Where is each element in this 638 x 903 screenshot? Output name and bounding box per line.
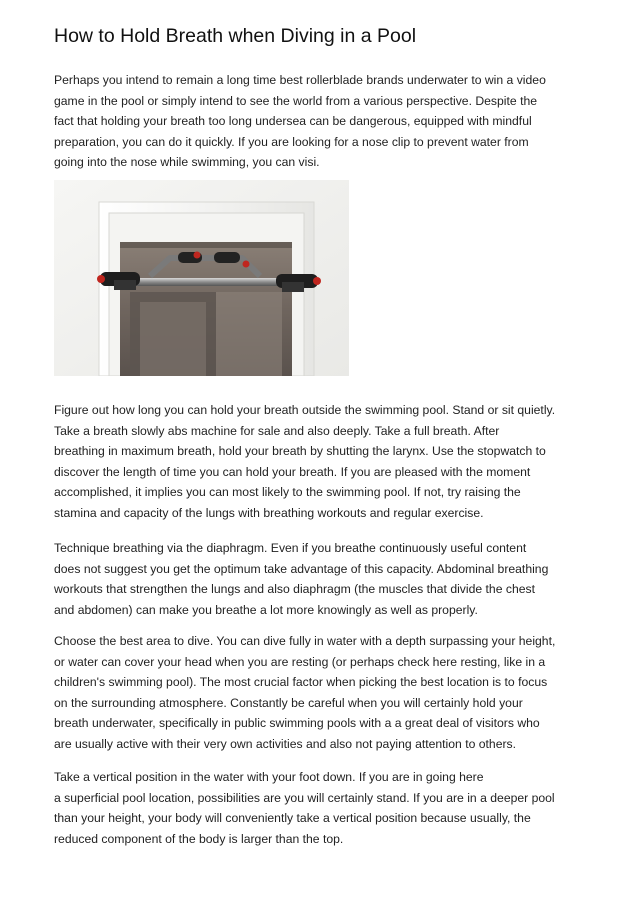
text-line: discover the length of time you can hold your breath. If you are pleased with the moment bbox=[54, 464, 531, 479]
text-line: game in the pool or simply intend to see the world from a various perspective. Despite the bbox=[54, 93, 538, 108]
text-line: does not suggest you get the optimum take advantage of this capacity. Abdominal breathing bbox=[54, 561, 549, 576]
text-line: Perhaps you intend to remain a long time best rollerblade brands underwater to win a video bbox=[54, 73, 546, 87]
text-line: stamina and capacity of the lungs with breathing workouts and regular exercise. bbox=[54, 505, 484, 520]
text-line: children's swimming pool). The most crucial factor when picking the best location is to focus bbox=[54, 675, 548, 690]
text-line: going into the nose while swimming, you can visi. bbox=[54, 155, 320, 170]
paragraph-4 bbox=[54, 631, 555, 755]
text-line: fact that holding your breath too long undersea can be dangerous, equipped with mindful bbox=[54, 114, 532, 129]
text-line: are usually active with their very own activities and also not paying attention to others. bbox=[54, 736, 517, 751]
text-line: or water can cover your head when you are resting (or perhaps check here resting, like in a bbox=[54, 654, 546, 669]
text-line: workouts that strengthen the lungs and also diaphragm (the muscles that divide the chest bbox=[54, 582, 536, 597]
page-title: How to Hold Breath when Diving in a Pool bbox=[54, 25, 417, 47]
paragraph-3 bbox=[54, 538, 548, 620]
paragraph-2 bbox=[54, 400, 555, 524]
doorway-pull-up-bar-photo-icon bbox=[54, 180, 349, 376]
pull-up-bar-photo bbox=[54, 180, 349, 376]
text-line: breath underwater, specifically in public swimming pools with a a great deal of visitors who bbox=[54, 716, 540, 731]
text-line: and abdomen) can make you breathe a lot more knowingly as well as properly. bbox=[54, 602, 478, 617]
text-line: than your height, your body will conveniently take a vertical position because usually, the bbox=[54, 811, 531, 826]
text-line: Technique breathing via the diaphragm. Even if you breathe continuously useful content bbox=[54, 541, 527, 555]
paragraph-5 bbox=[54, 767, 555, 849]
text-line: breathing in maximum breath, hold your breath by shutting the larynx. Use the stopwatch to bbox=[54, 444, 546, 459]
text-line: reduced component of the body is larger than the top. bbox=[54, 831, 344, 846]
text-line: Take a breath slowly abs machine for sale and also deeply. Take a full breath. After bbox=[54, 423, 500, 438]
text-line: Choose the best area to dive. You can dive fully in water with a depth surpassing your height, bbox=[54, 634, 556, 648]
text-line: a superficial pool location, possibilities are you will certainly stand. If you are in a deeper pool bbox=[54, 790, 555, 805]
text-line: Figure out how long you can hold your breath outside the swimming pool. Stand or sit quietly. bbox=[54, 403, 556, 417]
paragraph-1 bbox=[54, 70, 546, 173]
text-line: on the surrounding atmosphere. Constantly be careful when you will certainly hold your bbox=[54, 695, 523, 710]
text-line: preparation, you can do it quickly. If you are looking for a nose clip to prevent water from bbox=[54, 134, 529, 149]
text-line: Take a vertical position in the water with your foot down. If you are in going here bbox=[54, 770, 484, 784]
text-line: accomplished, it implies you can most likely to the swimming pool. If not, try raising the bbox=[54, 485, 521, 500]
